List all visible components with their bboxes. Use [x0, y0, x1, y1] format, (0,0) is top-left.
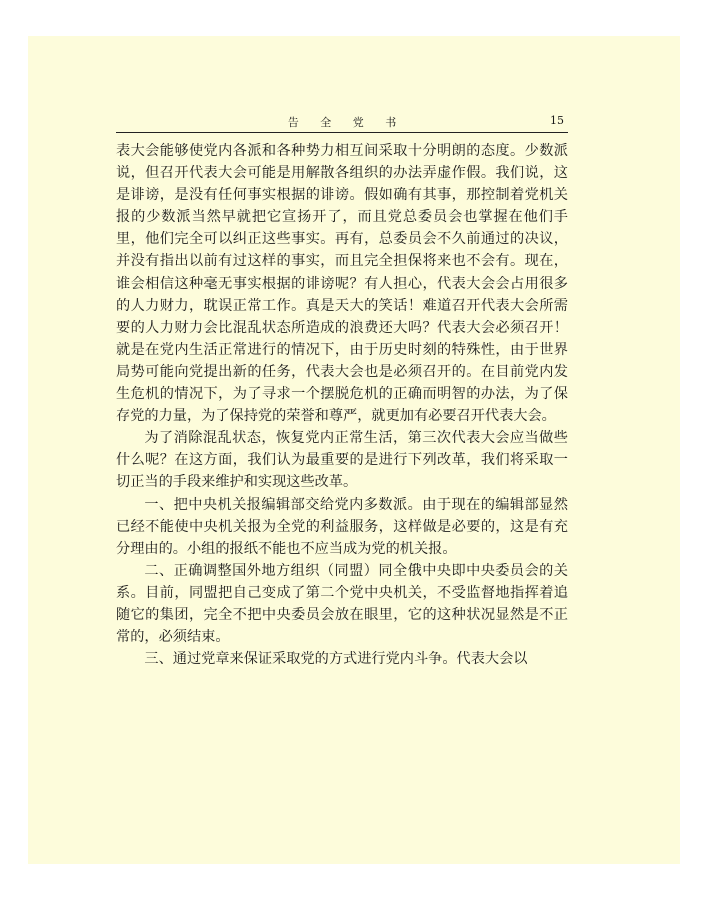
paragraph-5: 三、通过党章来保证采取党的方式进行党内斗争。代表大会以: [144, 651, 528, 668]
paragraph-2: 为了消除混乱状态，恢复党内正常生活，第三次代表大会应当做些什么呢？在这方面，我们认为最重要的是进行下列改革，我们将采取一切正当的手段来维护和实现这些改革。: [116, 430, 568, 491]
paragraph-1: 表大会能够使党内各派和各种势力相互间采取十分明朗的态度。少数派说，但召开代表大会可能是用解散各组织的办法弄虚作假。我们说，这是诽谤，是没有任何事实根据的诽谤。假如确有其事，那控制着党机关报的少数派当然早就把它宣扬开了，而且党总委员会也掌握在他们手里，他们完全可以纠正这些事实。再有，总委员会不久前通过的决议，并没有指出以前有过这样的事实，而且完全担保将来也不会有。现在，谁会相信这种毫无事实根据的诽谤呢？有人担心，代表大会会占用很多的人力财力，耽误正常工作。真是天大的笑话！难道召开代表大会所需要的人力财力会比混乱状态所造成的浪费还大吗？代表大会必须召开！就是在党内生活正常进行的情况下，由于历史时刻的特殊性，由于世界局势可能向党提出新的任务，代表大会也是必须召开的。在目前党内发生危机的情况下，为了寻求一个摆脱危机的正确而明智的办法，为了保存党的力量，为了保持党的荣誉和尊严，就更加有必要召开代表大会。: [116, 143, 568, 425]
page-number: 15: [550, 114, 564, 127]
running-header: [116, 112, 568, 133]
body-text: [116, 140, 568, 670]
paragraph-4: 二、正确调整国外地方组织（同盟）同全俄中央即中央委员会的关系。目前，同盟把自己变成了第二个党中央机关，不受监督地指挥着追随它的集团，完全不把中央委员会放在眼里，它的这种状况显然是不正常的，必须结束。: [116, 562, 568, 646]
paragraph-3: 一、把中央机关报编辑部交给党内多数派。由于现在的编辑部显然已经不能使中央机关报为全党的利益服务，这样做是必要的，这是有充分理由的。小组的报纸不能也不应当成为党的机关报。: [116, 496, 568, 557]
running-title: 告 全 党 书: [287, 116, 406, 129]
